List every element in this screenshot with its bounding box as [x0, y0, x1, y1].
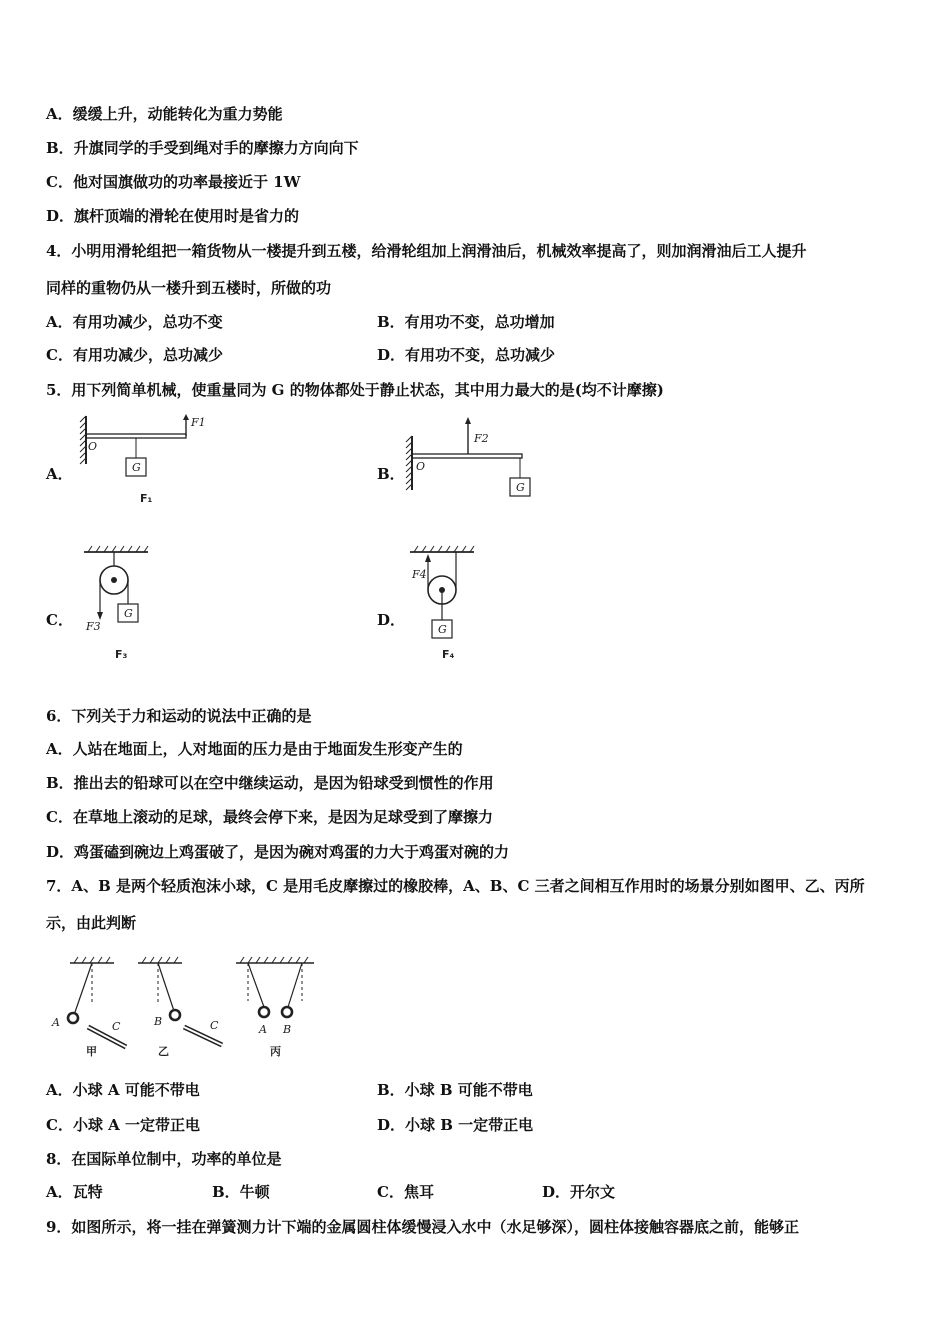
q7-ball-a-label-3: A — [259, 1023, 267, 1036]
q7-ball-b-label-3: B — [283, 1023, 292, 1036]
q7-caption-yi: 乙 — [158, 1045, 169, 1058]
q7-rod-c-label-2: C — [210, 1019, 219, 1032]
q4-stem-line2: 同样的重物仍从一楼升到五楼时，所做的功 — [46, 279, 332, 297]
q5-stem: 5．用下列简单机械，使重量同为 G 的物体都处于静止状态，其中用力最大的是(均不计摩擦) — [46, 381, 664, 399]
q8-option-c: C．焦耳 — [377, 1183, 434, 1201]
q8-option-a: A．瓦特 — [46, 1183, 103, 1201]
q6-option-a: A．人站在地面上，人对地面的压力是由于地面发生形变产生的 — [46, 740, 463, 758]
q9-stem-line1: 9．如图所示，将一挂在弹簧测力计下端的金属圆柱体缓慢浸入水中（水足够深），圆柱体接触容器底之前，能够正 — [46, 1218, 799, 1236]
q5a-caption: F₁ — [140, 492, 153, 505]
q7-option-d: D．小球 B 一定带正电 — [377, 1116, 534, 1134]
q7-option-b: B．小球 B 可能不带电 — [377, 1081, 533, 1099]
q6-option-d: D．鸡蛋磕到碗边上鸡蛋破了，是因为碗对鸡蛋的力大于鸡蛋对碗的力 — [46, 843, 510, 861]
q6-option-c: C．在草地上滚动的足球，最终会停下来，是因为足球受到了摩擦力 — [46, 808, 493, 826]
q5b-pivot-label: O — [416, 460, 426, 473]
q5a-force-label: F1 — [191, 416, 206, 429]
q7-option-a: A．小球 A 可能不带电 — [46, 1081, 200, 1099]
q5-figure-a — [78, 412, 218, 512]
q5c-caption: F₃ — [115, 648, 128, 661]
q3-option-a: A．缓缓上升，动能转化为重力势能 — [46, 105, 283, 123]
q7-rod-c-label-1: C — [112, 1020, 121, 1033]
q5c-force-label: F3 — [86, 620, 101, 633]
q5-figure-b — [404, 412, 544, 512]
q5d-caption: F₄ — [442, 648, 455, 661]
q5d-weight-label: G — [438, 623, 447, 636]
q7-ball-b-label-2: B — [154, 1015, 163, 1028]
q5-label-b: B． — [377, 465, 405, 483]
q7-ball-a-label-1: A — [52, 1016, 60, 1029]
q3-option-d: D．旗杆顶端的滑轮在使用时是省力的 — [46, 207, 300, 225]
q5d-force-label: F4 — [412, 568, 427, 581]
q6-stem: 6．下列关于力和运动的说法中正确的是 — [46, 707, 312, 725]
q7-figure — [46, 955, 326, 1060]
q5c-weight-label: G — [124, 607, 133, 620]
q6-option-b: B．推出去的铅球可以在空中继续运动，是因为铅球受到惯性的作用 — [46, 774, 494, 792]
q5-label-c: C． — [46, 611, 73, 629]
q7-caption-bing: 丙 — [270, 1045, 281, 1058]
q7-stem-line2: 示，由此判断 — [46, 914, 137, 932]
q3-option-b: B．升旗同学的手受到绳对手的摩擦力方向向下 — [46, 139, 359, 157]
q4-option-a: A．有用功减少，总功不变 — [46, 313, 223, 331]
q7-caption-jia: 甲 — [86, 1045, 97, 1058]
q5-figure-c — [78, 544, 168, 664]
q5-label-a: A． — [46, 465, 73, 483]
q5b-force-label: F2 — [474, 432, 489, 445]
q5b-weight-label: G — [516, 481, 525, 494]
q8-option-d: D．开尔文 — [542, 1183, 616, 1201]
q3-option-c: C．他对国旗做功的功率最接近于 1W — [46, 173, 301, 191]
q5a-weight-label: G — [132, 461, 141, 474]
q4-option-c: C．有用功减少，总功减少 — [46, 346, 223, 364]
q7-option-c: C．小球 A 一定带正电 — [46, 1116, 201, 1134]
q4-option-d: D．有用功不变，总功减少 — [377, 346, 556, 364]
q4-stem-line1: 4．小明用滑轮组把一箱货物从一楼提升到五楼，给滑轮组加上润滑油后，机械效率提高了，则加润滑油后工人提升 — [46, 242, 807, 260]
q4-option-b: B．有用功不变，总功增加 — [377, 313, 555, 331]
q8-stem: 8．在国际单位制中，功率的单位是 — [46, 1150, 282, 1168]
q8-option-b: B．牛顿 — [212, 1183, 270, 1201]
q7-stem-line1: 7．A、B 是两个轻质泡沫小球，C 是用毛皮摩擦过的橡胶棒，A、B、C 三者之间相互作用时的场景分别如图甲、乙、丙所 — [46, 877, 865, 895]
q5-figure-d — [404, 544, 494, 664]
q5-label-d: D． — [377, 611, 406, 629]
q5a-pivot-label: O — [88, 440, 98, 453]
